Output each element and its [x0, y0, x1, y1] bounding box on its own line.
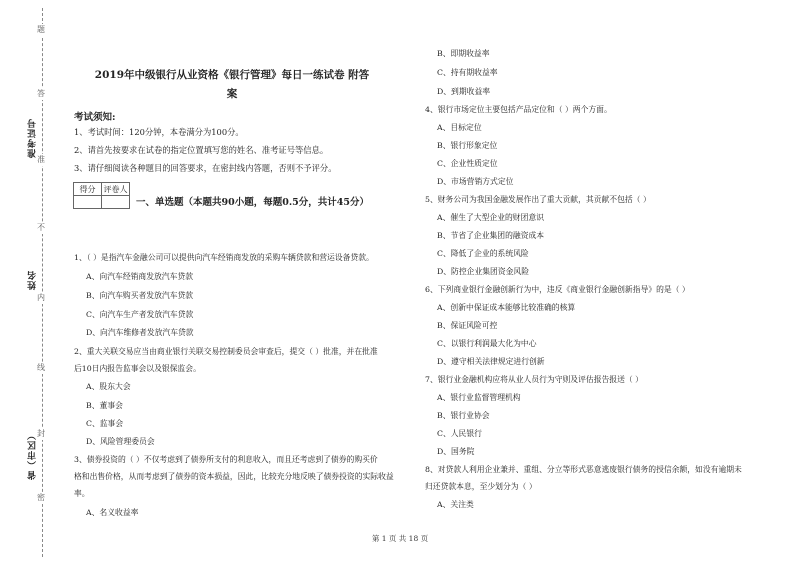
option-line: B、即期收益率 — [437, 49, 490, 58]
option-line: D、国务院 — [437, 447, 475, 456]
option-line: D、向汽车维修者发放汽车贷款 — [86, 328, 194, 337]
seal-char: 内 — [37, 293, 45, 302]
seal-char: 题 — [37, 25, 45, 34]
question-line: 3、债券投资的（ ）不仅考虑到了债券所支付的利息收入，而且还考虑到了债券的购买价 — [74, 455, 378, 464]
seal-char: 密 — [37, 493, 45, 502]
option-line: C、持有期收益率 — [437, 68, 498, 77]
question-line: 格和出售价格，从而考虑到了债券的资本损益，因此，比较充分地反映了债券投资的实际收益 — [74, 472, 394, 481]
question-line: 率。 — [74, 489, 90, 498]
question-line: 2、重大关联交易应当由商业银行关联交易控制委员会审查后，提交（ ）批准，并在批准 — [74, 347, 378, 356]
exam-number-label: 准考证号 — [28, 118, 38, 158]
option-line: B、银行业协会 — [437, 411, 490, 420]
notice-item: 3、请仔细阅读各种题目的回答要求，在密封线内答题，否则不予评分。 — [74, 163, 337, 173]
score-cell — [74, 196, 102, 209]
option-line: A、股东大会 — [86, 382, 131, 391]
option-line: A、向汽车经销商发放汽车贷款 — [86, 272, 193, 281]
question-line: 7、银行业金融机构应将从业人员行为守则及评估报告报送（ ） — [425, 375, 643, 384]
option-line: A、创新中保证成本能够比较准确的核算 — [437, 303, 576, 312]
question-line: 归还贷款本息，至少划分为（ ） — [425, 482, 537, 491]
option-line: D、市场营销方式定位 — [437, 177, 514, 186]
title-line: 案 — [226, 88, 238, 100]
option-line: D、遵守相关法律规定进行创新 — [437, 357, 545, 366]
option-line: B、节省了企业集团的融资成本 — [437, 231, 545, 240]
binding-strip — [0, 0, 58, 565]
title-line: 2019年中级银行从业资格《银行管理》每日一练试卷 附答 — [94, 69, 370, 81]
page-footer: 第 1 页 共 18 页 — [371, 534, 429, 543]
option-line: C、企业性质定位 — [437, 159, 498, 168]
option-line: A、名义收益率 — [86, 508, 139, 517]
seal-char: 封 — [37, 429, 45, 438]
question-line: 后10日内报告监事会以及银保监会。 — [74, 364, 201, 373]
question-line: 5、财务公司为我国金融发展作出了重大贡献，其贡献不包括（ ） — [425, 195, 651, 204]
option-line: D、防控企业集团资金风险 — [437, 267, 530, 276]
option-line: D、风险管理委员会 — [86, 437, 155, 446]
seal-char: 答 — [37, 89, 45, 98]
question-line: 6、下列商业银行金融创新行为中，违反《商业银行金融创新指导》的是（ ） — [425, 285, 690, 294]
option-line: C、监事会 — [86, 419, 124, 428]
document-title — [88, 66, 376, 104]
option-line: B、向汽车购买者发放汽车贷款 — [86, 291, 194, 300]
option-line: B、银行形象定位 — [437, 141, 498, 150]
grader-cell — [102, 196, 130, 209]
question-line: 4、银行市场定位主要包括产品定位和（ ）两个方面。 — [425, 105, 612, 114]
option-line: C、以银行利润最大化为中心 — [437, 339, 537, 348]
option-line: C、向汽车生产者发放汽车贷款 — [86, 310, 194, 319]
option-line: C、降低了企业的系统风险 — [437, 249, 529, 258]
option-line: A、催生了大型企业的财团意识 — [437, 213, 544, 222]
grader-cell-label: 评卷人 — [103, 184, 128, 194]
option-line: D、到期收益率 — [437, 87, 491, 96]
notice-item: 1、考试时间：120分钟，本卷满分为100分。 — [74, 127, 244, 137]
section-heading: 一、单选题（本题共90小题，每题0.5分，共计45分） — [136, 197, 369, 208]
option-line: B、保证风险可控 — [437, 321, 498, 330]
question-line: 1、（ ）是指汽车金融公司可以提供向汽车经销商发放的采购车辆贷款和营运设备贷款。 — [74, 253, 374, 262]
seal-char: 准 — [37, 155, 45, 164]
notice-heading: 考试须知: — [74, 112, 116, 123]
score-cell-label: 得分 — [74, 183, 102, 196]
seal-char: 线 — [37, 363, 45, 372]
question-line: 8、对贷款人利用企业兼并、重组、分立等形式恶意逃废银行债务的授信余额，如没有逾期未 — [425, 465, 742, 474]
score-table — [73, 182, 130, 209]
seal-char: 不 — [37, 223, 45, 232]
name-label: 姓名 — [28, 270, 38, 290]
option-line: B、董事会 — [86, 401, 123, 410]
option-line: A、目标定位 — [437, 123, 482, 132]
province-label: 省（市区） — [28, 430, 38, 480]
option-line: A、关注类 — [437, 500, 474, 509]
notice-item: 2、请首先按要求在试卷的指定位置填写您的姓名、准考证号等信息。 — [74, 145, 329, 155]
option-line: C、人民银行 — [437, 429, 482, 438]
option-line: A、银行业监督管理机构 — [437, 393, 521, 402]
